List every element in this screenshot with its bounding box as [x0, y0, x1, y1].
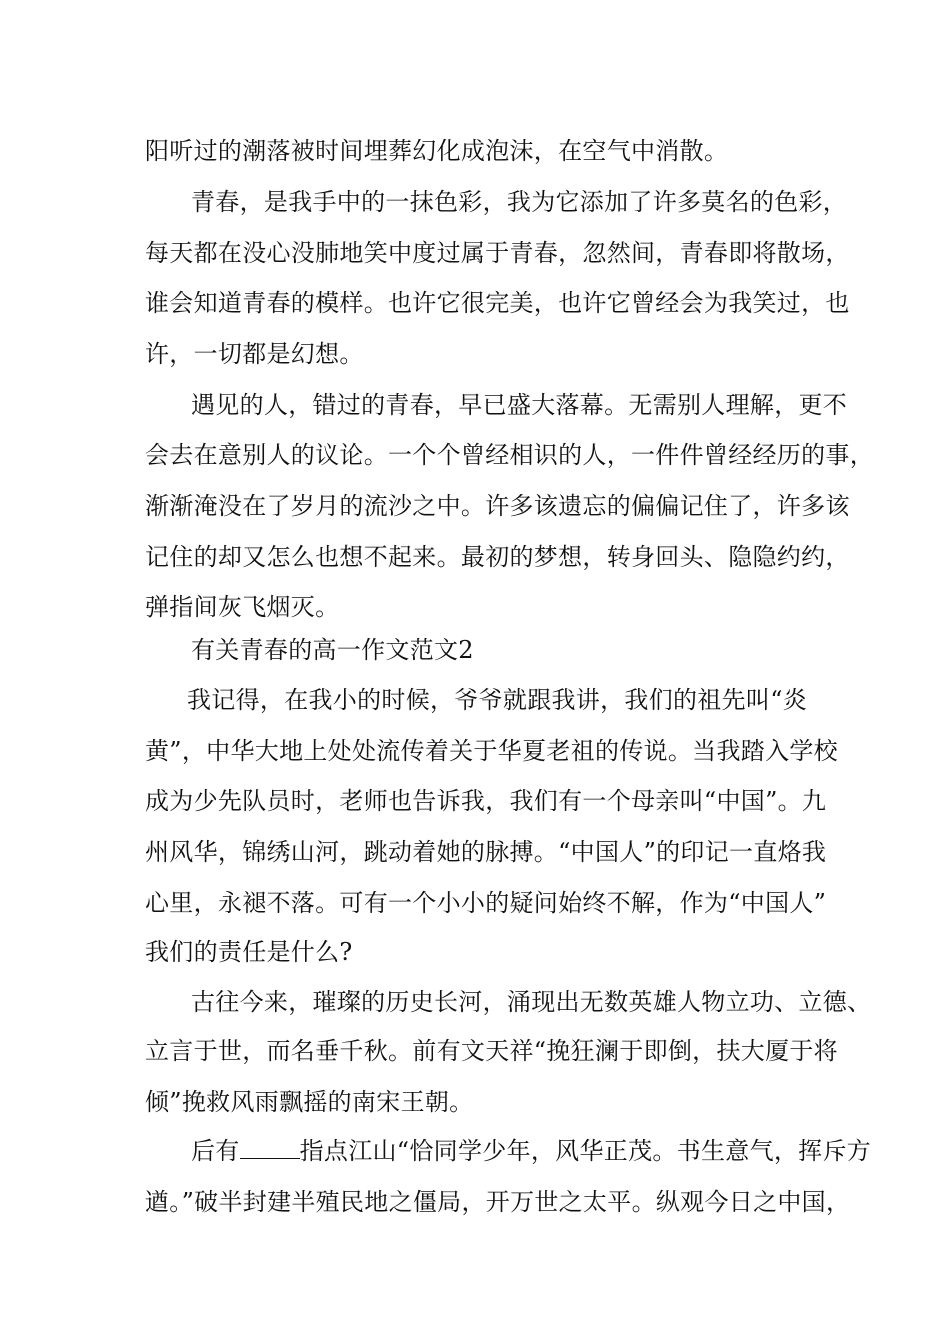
text-line: 遇见的人，错过的青春，早已盛大落幕。无需别人理解，更不 — [191, 391, 848, 419]
text-line: 青春，是我手中的一抹色彩，我为它添加了许多莫名的色彩， — [191, 188, 848, 216]
text-line: 会去在意别人的议论。一个个曾经相识的人，一件件曾经经历的事， — [145, 441, 874, 469]
text-line: 我们的责任是什么? — [145, 938, 353, 966]
text-line: 记住的却又怎么也想不起来。最初的梦想，转身回头、隐隐约约， — [145, 543, 850, 571]
text-line: 心里，永褪不落。可有一个小小的疑问始终不解，作为“中国人” — [145, 889, 827, 917]
text-line: 渐渐淹没在了岁月的流沙之中。许多该遗忘的偏偏记住了，许多该 — [145, 492, 850, 520]
text-segment: 后有 — [191, 1137, 240, 1165]
text-line: 成为少先队员时，老师也告诉我，我们有一个母亲叫“中国”。九 — [145, 787, 827, 815]
text-line: 古往今来，璀璨的历史长河，涌现出无数英雄人物立功、立德、 — [191, 988, 872, 1016]
text-line: 倾”挽救风雨飘摇的南宋王朝。 — [145, 1088, 474, 1116]
text-line: 谁会知道青春的模样。也许它很完美，也许它曾经会为我笑过，也 — [145, 289, 850, 317]
text-line: 遒。”破半封建半殖民地之僵局，开万世之太平。纵观今日之中国， — [145, 1188, 851, 1216]
text-line — [191, 1136, 881, 1166]
text-line: 阳听过的潮落被时间埋葬幻化成泡沫，在空气中消散。 — [145, 137, 729, 165]
text-line: 黄”，中华大地上处处流传着关于华夏老祖的传说。当我踏入学校 — [145, 737, 838, 765]
text-segment: 指点江山“恰同学少年，风华正茂。书生意气，挥斥方 — [299, 1137, 872, 1165]
text-line: 许，一切都是幻想。 — [145, 340, 364, 368]
text-line: 州风华，锦绣山河，跳动着她的脉搏。“中国人”的印记一直烙我 — [145, 838, 827, 866]
blank-underline — [240, 1136, 300, 1159]
section-heading: 有关青春的高一作文范文2 — [191, 636, 474, 664]
text-line: 我记得，在我小的时候，爷爷就跟我讲，我们的祖先叫“炎 — [187, 686, 808, 714]
text-line: 弹指间灰飞烟灭。 — [145, 593, 340, 621]
text-line: 立言于世，而名垂千秋。前有文天祥“挽狂澜于即倒，扶大厦于将 — [145, 1037, 838, 1065]
text-line: 每天都在没心没肺地笑中度过属于青春，忽然间，青春即将散场， — [145, 239, 850, 267]
